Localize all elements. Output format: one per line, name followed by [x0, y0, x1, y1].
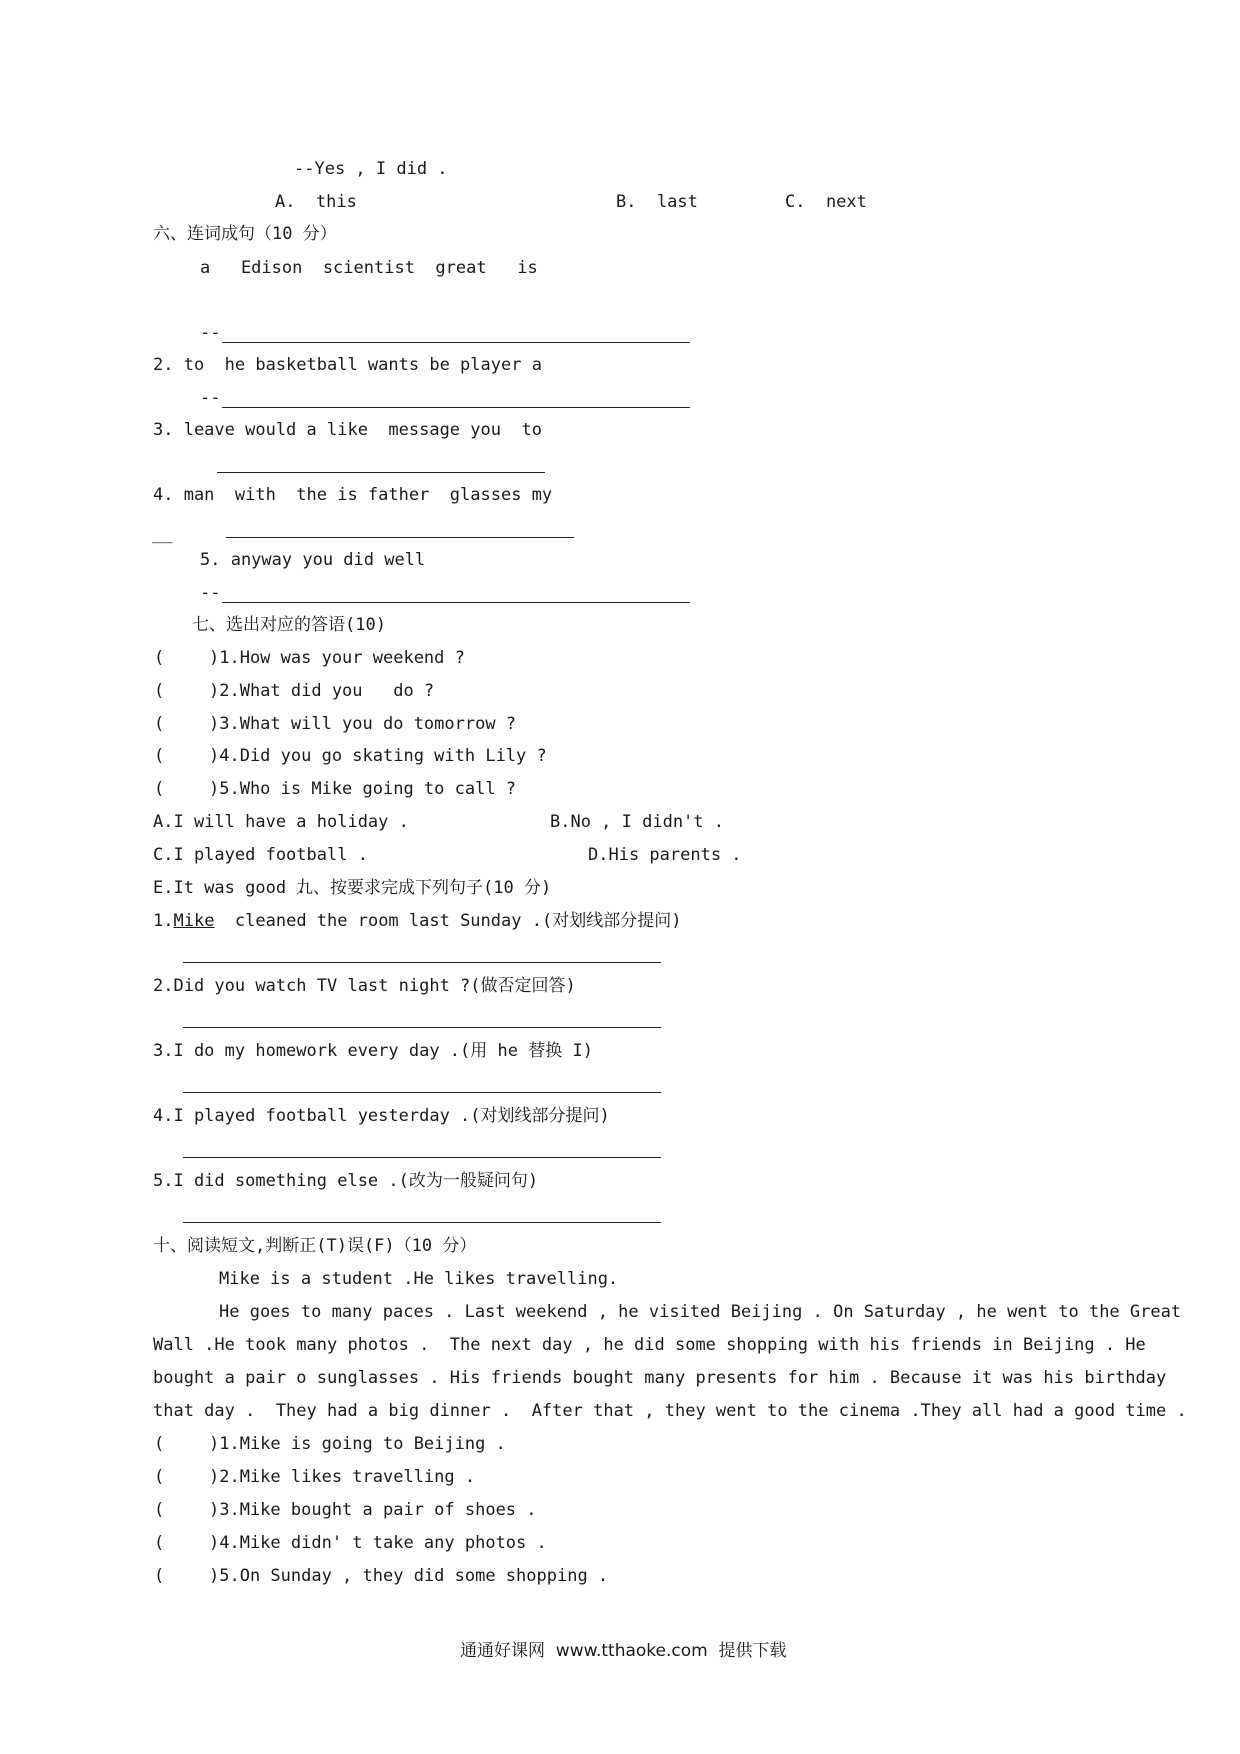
answer-dash: --: [200, 583, 221, 603]
option-b: B. last: [616, 192, 698, 212]
section9-item-5: 5.I did something else .(改为一般疑问句): [153, 1171, 539, 1191]
page-footer: 通通好课网 www.tthaoke.com 提供下载: [460, 1641, 787, 1661]
passage-line-1: Mike is a student .He likes travelling.: [219, 1269, 619, 1289]
paren-open: (: [154, 681, 165, 701]
passage-line-3: Wall .He took many photos . The next day , he did some shopping with his friends in Beijing . He: [153, 1335, 1146, 1355]
short-mark: __: [152, 524, 173, 544]
passage-line-5: that day . They had a big dinner . After that , they went to the cinema .They all had a good time .: [153, 1401, 1187, 1421]
statement-5: )5.On Sunday , they did some shopping .: [209, 1566, 609, 1586]
answer-line[interactable]: [222, 407, 690, 408]
question-3: )3.What will you do tomorrow ?: [209, 714, 517, 734]
paren-open: (: [154, 714, 165, 734]
answer-line[interactable]: [183, 962, 661, 963]
section7-title: 七、选出对应的答语(10): [192, 615, 386, 635]
section6-item-1: a Edison scientist great is: [200, 258, 538, 278]
answer-line[interactable]: [183, 1222, 661, 1223]
question-5: )5.Who is Mike going to call ?: [209, 779, 517, 799]
statement-1: )1.Mike is going to Beijing .: [209, 1434, 506, 1454]
answer-option-c: C.I played football .: [153, 845, 368, 865]
answer-option-e: E.It was good .: [153, 878, 307, 898]
underlined-word: Mike: [173, 911, 215, 931]
answer-line[interactable]: [217, 472, 545, 473]
section6-item-3: 3. leave would a like message you to: [153, 420, 542, 440]
answer-dash: --: [200, 388, 221, 408]
paren-open: (: [154, 746, 165, 766]
answer-line[interactable]: [183, 1092, 661, 1093]
answer-option-d: D.His parents .: [588, 845, 742, 865]
question-2: )2.What did you do ?: [209, 681, 435, 701]
section9-item-1: 1.Mike cleaned the room last Sunday .(对划线部分提问): [153, 911, 682, 931]
paren-open: (: [154, 1500, 165, 1520]
answer-option-a: A.I will have a holiday .: [153, 812, 409, 832]
question-1: )1.How was your weekend ?: [209, 648, 465, 668]
paren-open: (: [154, 779, 165, 799]
paren-open: (: [154, 1434, 165, 1454]
answer-dash: --: [200, 323, 221, 343]
answer-option-b: B.No , I didn't .: [550, 812, 724, 832]
statement-2: )2.Mike likes travelling .: [209, 1467, 476, 1487]
section9-item-4: 4.I played football yesterday .(对划线部分提问): [153, 1106, 610, 1126]
section6-item-5: 5. anyway you did well: [200, 550, 426, 570]
answer-line[interactable]: [226, 537, 574, 538]
section6-item-4: 4. man with the is father glasses my: [153, 485, 553, 505]
paren-open: (: [154, 648, 165, 668]
section9-title: 九、按要求完成下列句子(10 分): [296, 878, 552, 898]
section9-item-3: 3.I do my homework every day .(用 he 替换 I): [153, 1041, 593, 1061]
answer-line[interactable]: [222, 342, 690, 343]
passage-line-2: He goes to many paces . Last weekend , he visited Beijing . On Saturday , he went to the Great: [219, 1302, 1182, 1322]
section9-item-2: 2.Did you watch TV last night ?(做否定回答): [153, 976, 576, 996]
section6-title: 六、连词成句（10 分）: [153, 224, 337, 244]
answer-line[interactable]: [183, 1027, 661, 1028]
statement-3: )3.Mike bought a pair of shoes .: [209, 1500, 537, 1520]
prev-answer: --Yes , I did .: [294, 159, 448, 179]
question-4: )4.Did you go skating with Lily ?: [209, 746, 547, 766]
section10-title: 十、阅读短文,判断正(T)误(F)（10 分）: [153, 1236, 477, 1256]
answer-line[interactable]: [183, 1157, 661, 1158]
option-c: C. next: [785, 192, 867, 212]
answer-line[interactable]: [222, 602, 690, 603]
statement-4: )4.Mike didn' t take any photos .: [209, 1533, 547, 1553]
passage-line-4: bought a pair o sunglasses . His friends bought many presents for him . Because it was his birthday: [153, 1368, 1167, 1388]
paren-open: (: [154, 1467, 165, 1487]
paren-open: (: [154, 1533, 165, 1553]
section6-item-2: 2. to he basketball wants be player a: [153, 355, 542, 375]
option-a: A. this: [275, 192, 357, 212]
paren-open: (: [154, 1566, 165, 1586]
